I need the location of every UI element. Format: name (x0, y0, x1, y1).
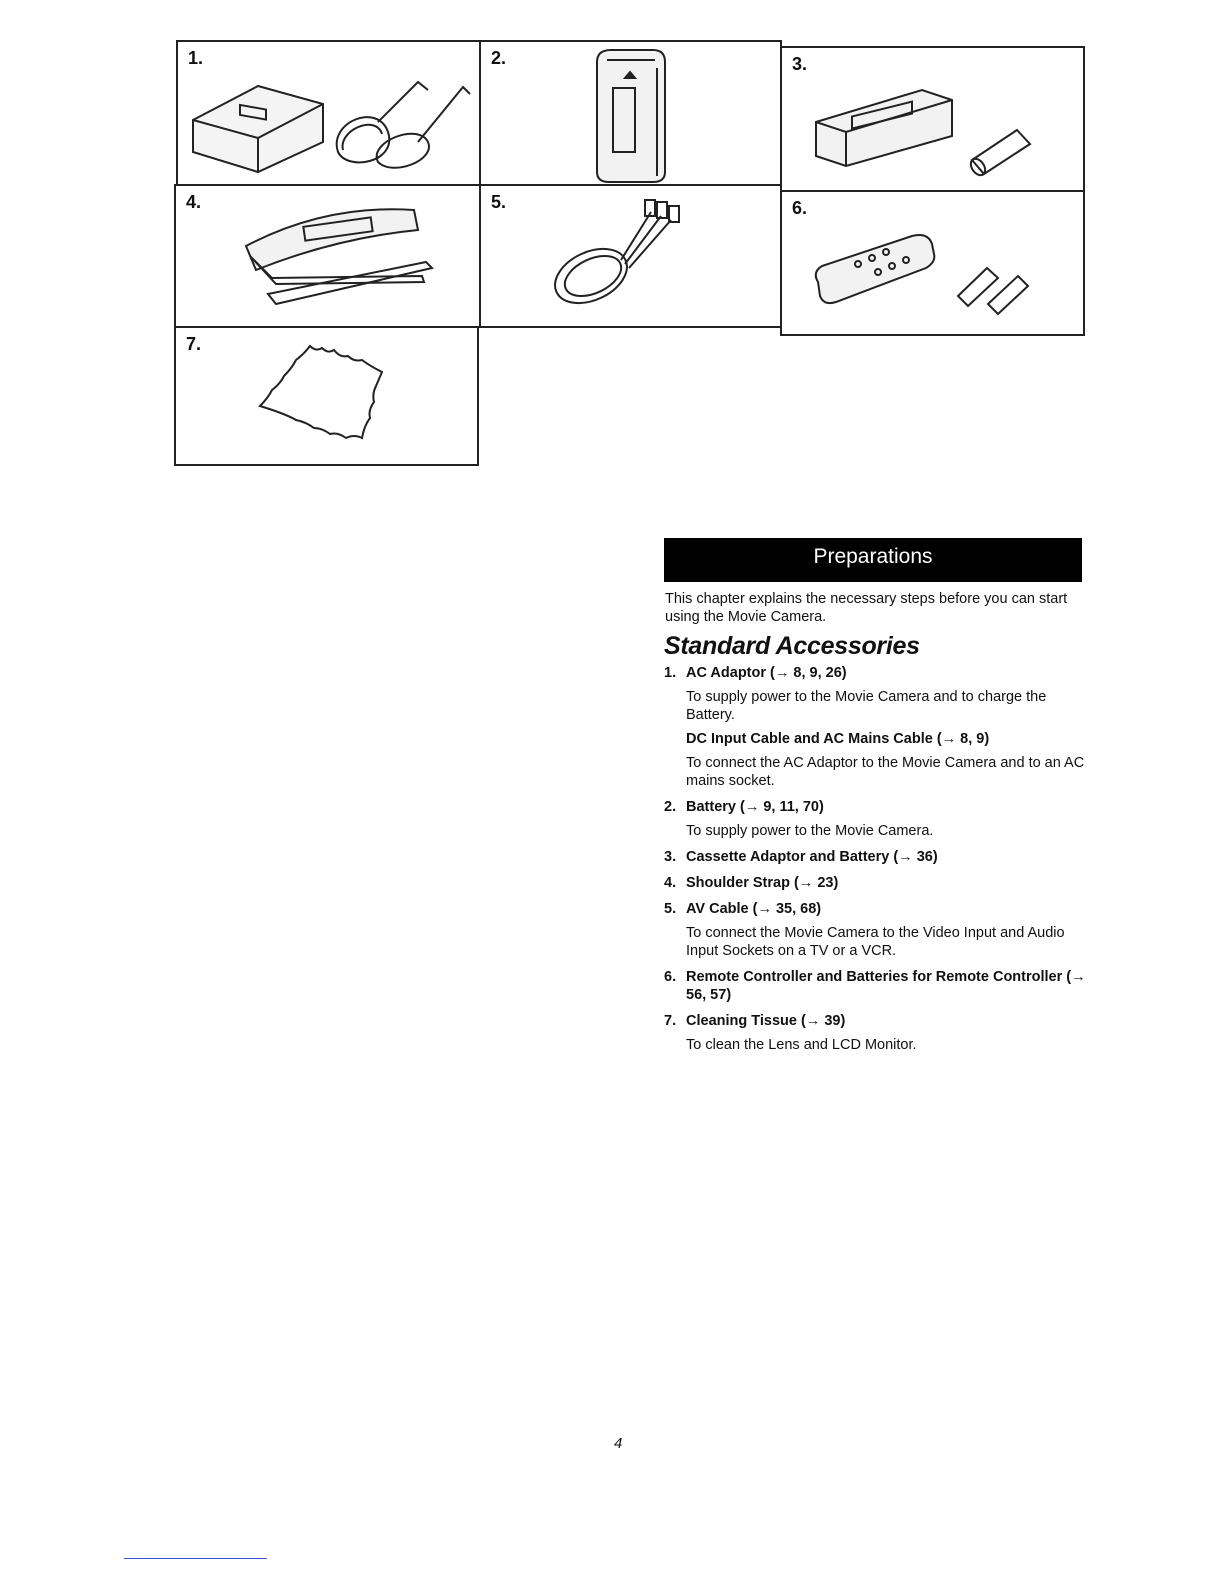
item-number: 2. (664, 799, 677, 815)
battery-pack-icon (481, 42, 784, 188)
item-number: 6. (664, 969, 677, 985)
item-number: 7. (664, 1013, 677, 1029)
figure-number: 5. (491, 192, 507, 212)
list-item (664, 900, 1094, 960)
page-number: 4 (614, 1435, 623, 1452)
footer-rule (124, 1558, 267, 1559)
list-item (664, 968, 1094, 1004)
section-banner: Preparations (664, 538, 1082, 582)
item-number: 5. (664, 901, 677, 917)
item-title: Cleaning Tissue (→ 39) (686, 1013, 846, 1029)
item-description: To supply power to the Movie Camera. (686, 823, 934, 839)
figure-number: 1. (188, 48, 204, 68)
item-number: 4. (664, 875, 677, 891)
item-number: 1. (664, 665, 677, 681)
item-sub-description: To connect the AC Adaptor to the Movie Camera and to an AC mains socket. (686, 755, 1085, 789)
item-title: Battery (→ 9, 11, 70) (686, 799, 824, 815)
remote-controller-and-batteries-icon (782, 192, 1087, 338)
item-title: AC Adaptor (→ 8, 9, 26) (686, 665, 847, 681)
list-item (664, 1012, 1094, 1054)
figure-number: 2. (491, 48, 507, 68)
figure-cell-6 (780, 190, 1085, 336)
list-item (664, 664, 1094, 790)
item-description: To connect the Movie Camera to the Video Input and Audio Input Sockets on a TV or a VCR. (686, 925, 1065, 959)
item-title: AV Cable (→ 35, 68) (686, 901, 822, 917)
figure-number: 4. (186, 192, 202, 212)
list-item (664, 798, 1094, 840)
ac-adaptor-with-cables-icon (178, 42, 483, 188)
page-title: Standard Accessories (664, 632, 920, 660)
figure-cell-7 (174, 326, 479, 466)
cleaning-tissue-icon (176, 328, 481, 468)
figure-cell-1 (176, 40, 481, 186)
figure-cell-5 (479, 184, 782, 328)
item-title: Shoulder Strap (→ 23) (686, 875, 839, 891)
cassette-adaptor-and-battery-icon (782, 48, 1087, 194)
item-title: Remote Controller and Batteries for Remote Controller (→ 56, 57) (686, 969, 1086, 1003)
accessories-list (664, 664, 1094, 1062)
item-number: 3. (664, 849, 677, 865)
list-item (664, 848, 1094, 866)
item-description: To supply power to the Movie Camera and to charge the Battery. (686, 689, 1047, 723)
av-cable-icon (481, 186, 784, 330)
item-subtitle: DC Input Cable and AC Mains Cable (→ 8, 9) (686, 731, 990, 747)
item-title: Cassette Adaptor and Battery (→ 36) (686, 849, 938, 865)
figure-number: 7. (186, 334, 202, 354)
shoulder-strap-icon (176, 186, 483, 330)
figure-cell-3 (780, 46, 1085, 192)
figure-cell-4 (174, 184, 481, 328)
figure-number: 3. (792, 54, 808, 74)
figure-cell-2 (479, 40, 782, 186)
intro-paragraph: This chapter explains the necessary steps before you can start using the Movie Camera. (665, 591, 1068, 625)
list-item (664, 874, 1094, 892)
figure-number: 6. (792, 198, 808, 218)
item-description: To clean the Lens and LCD Monitor. (686, 1037, 917, 1053)
